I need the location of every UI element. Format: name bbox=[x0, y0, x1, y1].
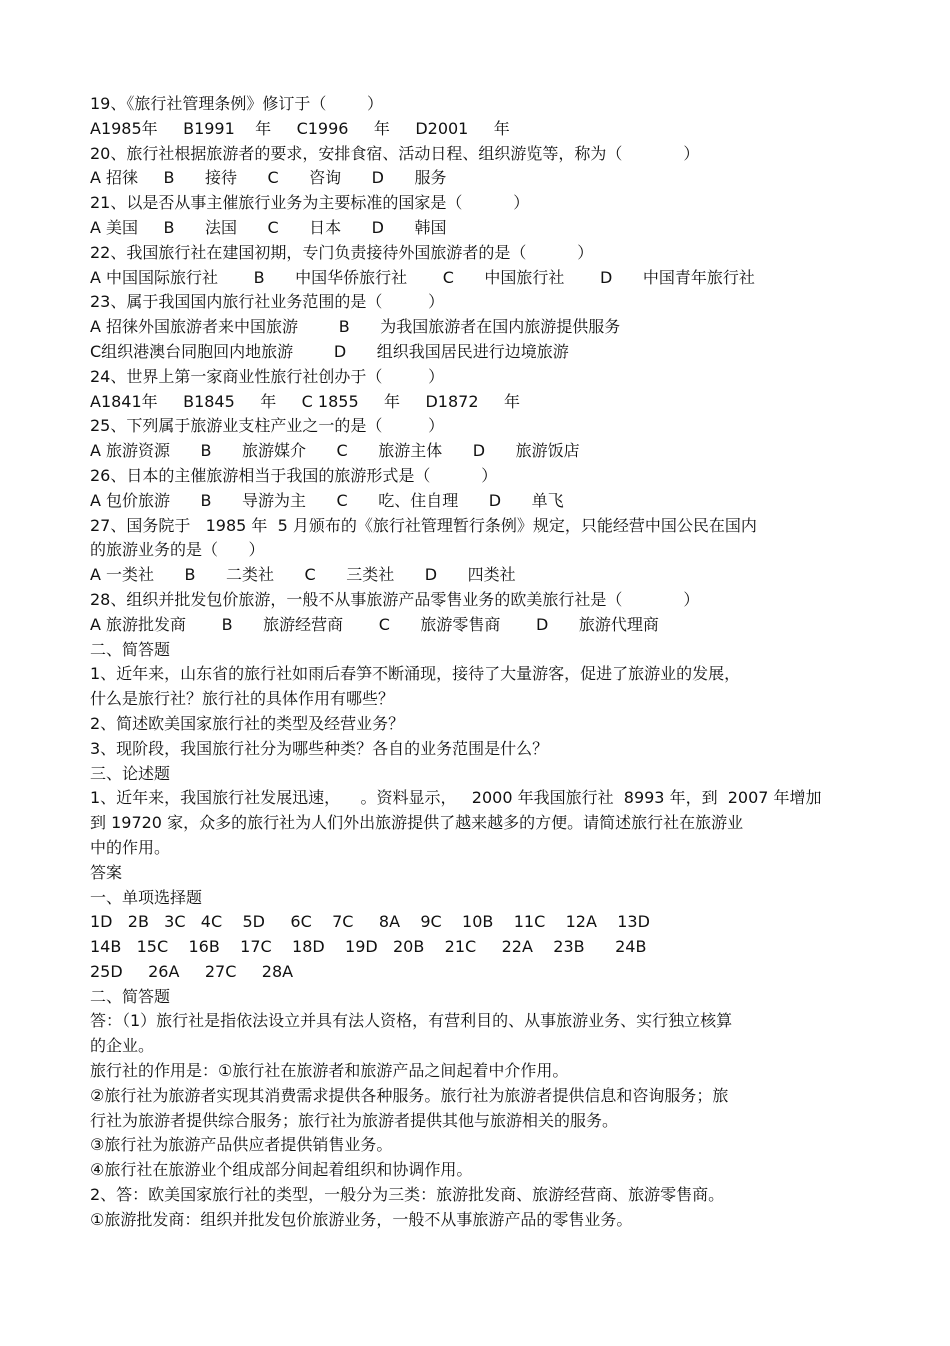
answer-sa2-line1: 2、答：欧美国家旅行社的类型，一般分为三类：旅游批发商、旅游经营商、旅游零售商。 bbox=[90, 1185, 725, 1205]
answers-section-short-answer: 二、简答题 bbox=[90, 986, 171, 1006]
q27-question-cont: 的旅游业务的是（ ） bbox=[90, 540, 265, 560]
q23-options-cd: C组织港澳台同胞回内地旅游 D 组织我国居民进行边境旅游 bbox=[90, 341, 569, 361]
q19-options: A1985年 B1991 年 C1996 年 D2001 年 bbox=[90, 118, 510, 138]
answer-sa1-role-2: ②旅行社为旅游者实现其消费需求提供各种服务。旅行社为旅游者提供信息和咨询服务；旅 bbox=[90, 1085, 729, 1105]
q25-question: 25、下列属于旅游业支柱产业之一的是（ ） bbox=[90, 416, 445, 436]
sa3-text: 3、现阶段，我国旅行社分为哪些种类？各自的业务范围是什么？ bbox=[90, 738, 549, 758]
answer-sa1-line2: 的企业。 bbox=[90, 1036, 155, 1056]
answers-row-1: 1D 2B 3C 4C 5D 6C 7C 8A 9C 10B 11C 12A 13D bbox=[90, 912, 650, 932]
q25-options: A 旅游资源 B 旅游媒介 C 旅游主体 D 旅游饭店 bbox=[90, 441, 580, 461]
essay1-text-end: 中的作用。 bbox=[90, 837, 171, 857]
q22-options: A 中国国际旅行社 B 中国华侨旅行社 C 中国旅行社 D 中国青年旅行社 bbox=[90, 267, 755, 287]
answers-heading: 答案 bbox=[90, 862, 123, 882]
answer-sa2-line2: ①旅游批发商：组织并批发包价旅游业务，一般不从事旅游产品的零售业务。 bbox=[90, 1209, 633, 1229]
q26-question: 26、日本的主催旅游相当于我国的旅游形式是（ ） bbox=[90, 465, 498, 485]
q23-question: 23、属于我国国内旅行社业务范围的是（ ） bbox=[90, 292, 445, 312]
answer-sa1-role-4: ④旅行社在旅游业个组成部分间起着组织和协调作用。 bbox=[90, 1160, 473, 1180]
sa1-text-cont: 什么是旅行社？旅行社的具体作用有哪些？ bbox=[90, 689, 395, 709]
essay1-text-cont: 到 19720 家，众多的旅行社为人们外出旅游提供了越来越多的方便。请简述旅行社在旅游业 bbox=[90, 813, 744, 833]
q27-question: 27、国务院于 1985 年 5 月颁布的《旅行社管理暂行条例》规定，只能经营中国公民在国内 bbox=[90, 515, 757, 535]
q27-options: A 一类社 B 二类社 C 三类社 D 四类社 bbox=[90, 565, 516, 585]
q26-options: A 包价旅游 B 导游为主 C 吃、住自理 D 单飞 bbox=[90, 490, 564, 510]
q24-question: 24、世界上第一家商业性旅行社创办于（ ） bbox=[90, 366, 445, 386]
answers-row-2: 14B 15C 16B 17C 18D 19D 20B 21C 22A 23B 24B bbox=[90, 937, 647, 957]
answer-sa1-line1: 答：（1）旅行社是指依法设立并具有法人资格，有营利目的、从事旅游业务、实行独立核算 bbox=[90, 1011, 733, 1031]
answers-row-3: 25D 26A 27C 28A bbox=[90, 961, 294, 981]
q28-question: 28、组织并批发包价旅游，一般不从事旅游产品零售业务的欧美旅行社是（ ） bbox=[90, 589, 700, 609]
q21-options: A 美国 B 法国 C 日本 D 韩国 bbox=[90, 217, 447, 237]
answer-sa1-role-2-cont: 行社为旅游者提供综合服务；旅行社为旅游者提供其他与旅游相关的服务。 bbox=[90, 1110, 619, 1130]
q23-options-ab: A 招徕外国旅游者来中国旅游 B 为我国旅游者在国内旅游提供服务 bbox=[90, 317, 621, 337]
q28-options: A 旅游批发商 B 旅游经营商 C 旅游零售商 D 旅游代理商 bbox=[90, 614, 659, 634]
q20-options: A 招徕 B 接待 C 咨询 D 服务 bbox=[90, 168, 447, 188]
sa2-text: 2、简述欧美国家旅行社的类型及经营业务？ bbox=[90, 713, 405, 733]
q21-question: 21、以是否从事主催旅行业务为主要标准的国家是（ ） bbox=[90, 193, 530, 213]
section-heading-essay: 三、论述题 bbox=[90, 763, 171, 783]
answer-sa1-role-3: ③旅行社为旅游产品供应者提供销售业务。 bbox=[90, 1135, 393, 1155]
q19-question: 19、《旅行社管理条例》修订于（ ） bbox=[90, 94, 384, 113]
q24-options: A1841年 B1845 年 C 1855 年 D1872 年 bbox=[90, 391, 520, 411]
q22-question: 22、我国旅行社在建国初期，专门负责接待外国旅游者的是（ ） bbox=[90, 242, 594, 262]
essay1-text: 1、近年来，我国旅行社发展迅速， 。资料显示， 2000 年我国旅行社 8993 年，到 2007 年增加 bbox=[90, 788, 822, 808]
q20-question: 20、旅行社根据旅游者的要求，安排食宿、活动日程、组织游览等，称为（ ） bbox=[90, 143, 700, 163]
answers-section-single-choice: 一、单项选择题 bbox=[90, 887, 203, 907]
sa1-text: 1、近年来，山东省的旅行社如雨后春笋不断涌现，接待了大量游客，促进了旅游业的发展， bbox=[90, 664, 741, 684]
document-page bbox=[90, 92, 870, 1233]
answer-sa1-role-intro: 旅行社的作用是：①旅行社在旅游者和旅游产品之间起着中介作用。 bbox=[90, 1061, 569, 1081]
section-heading-short-answer: 二、简答题 bbox=[90, 639, 171, 659]
